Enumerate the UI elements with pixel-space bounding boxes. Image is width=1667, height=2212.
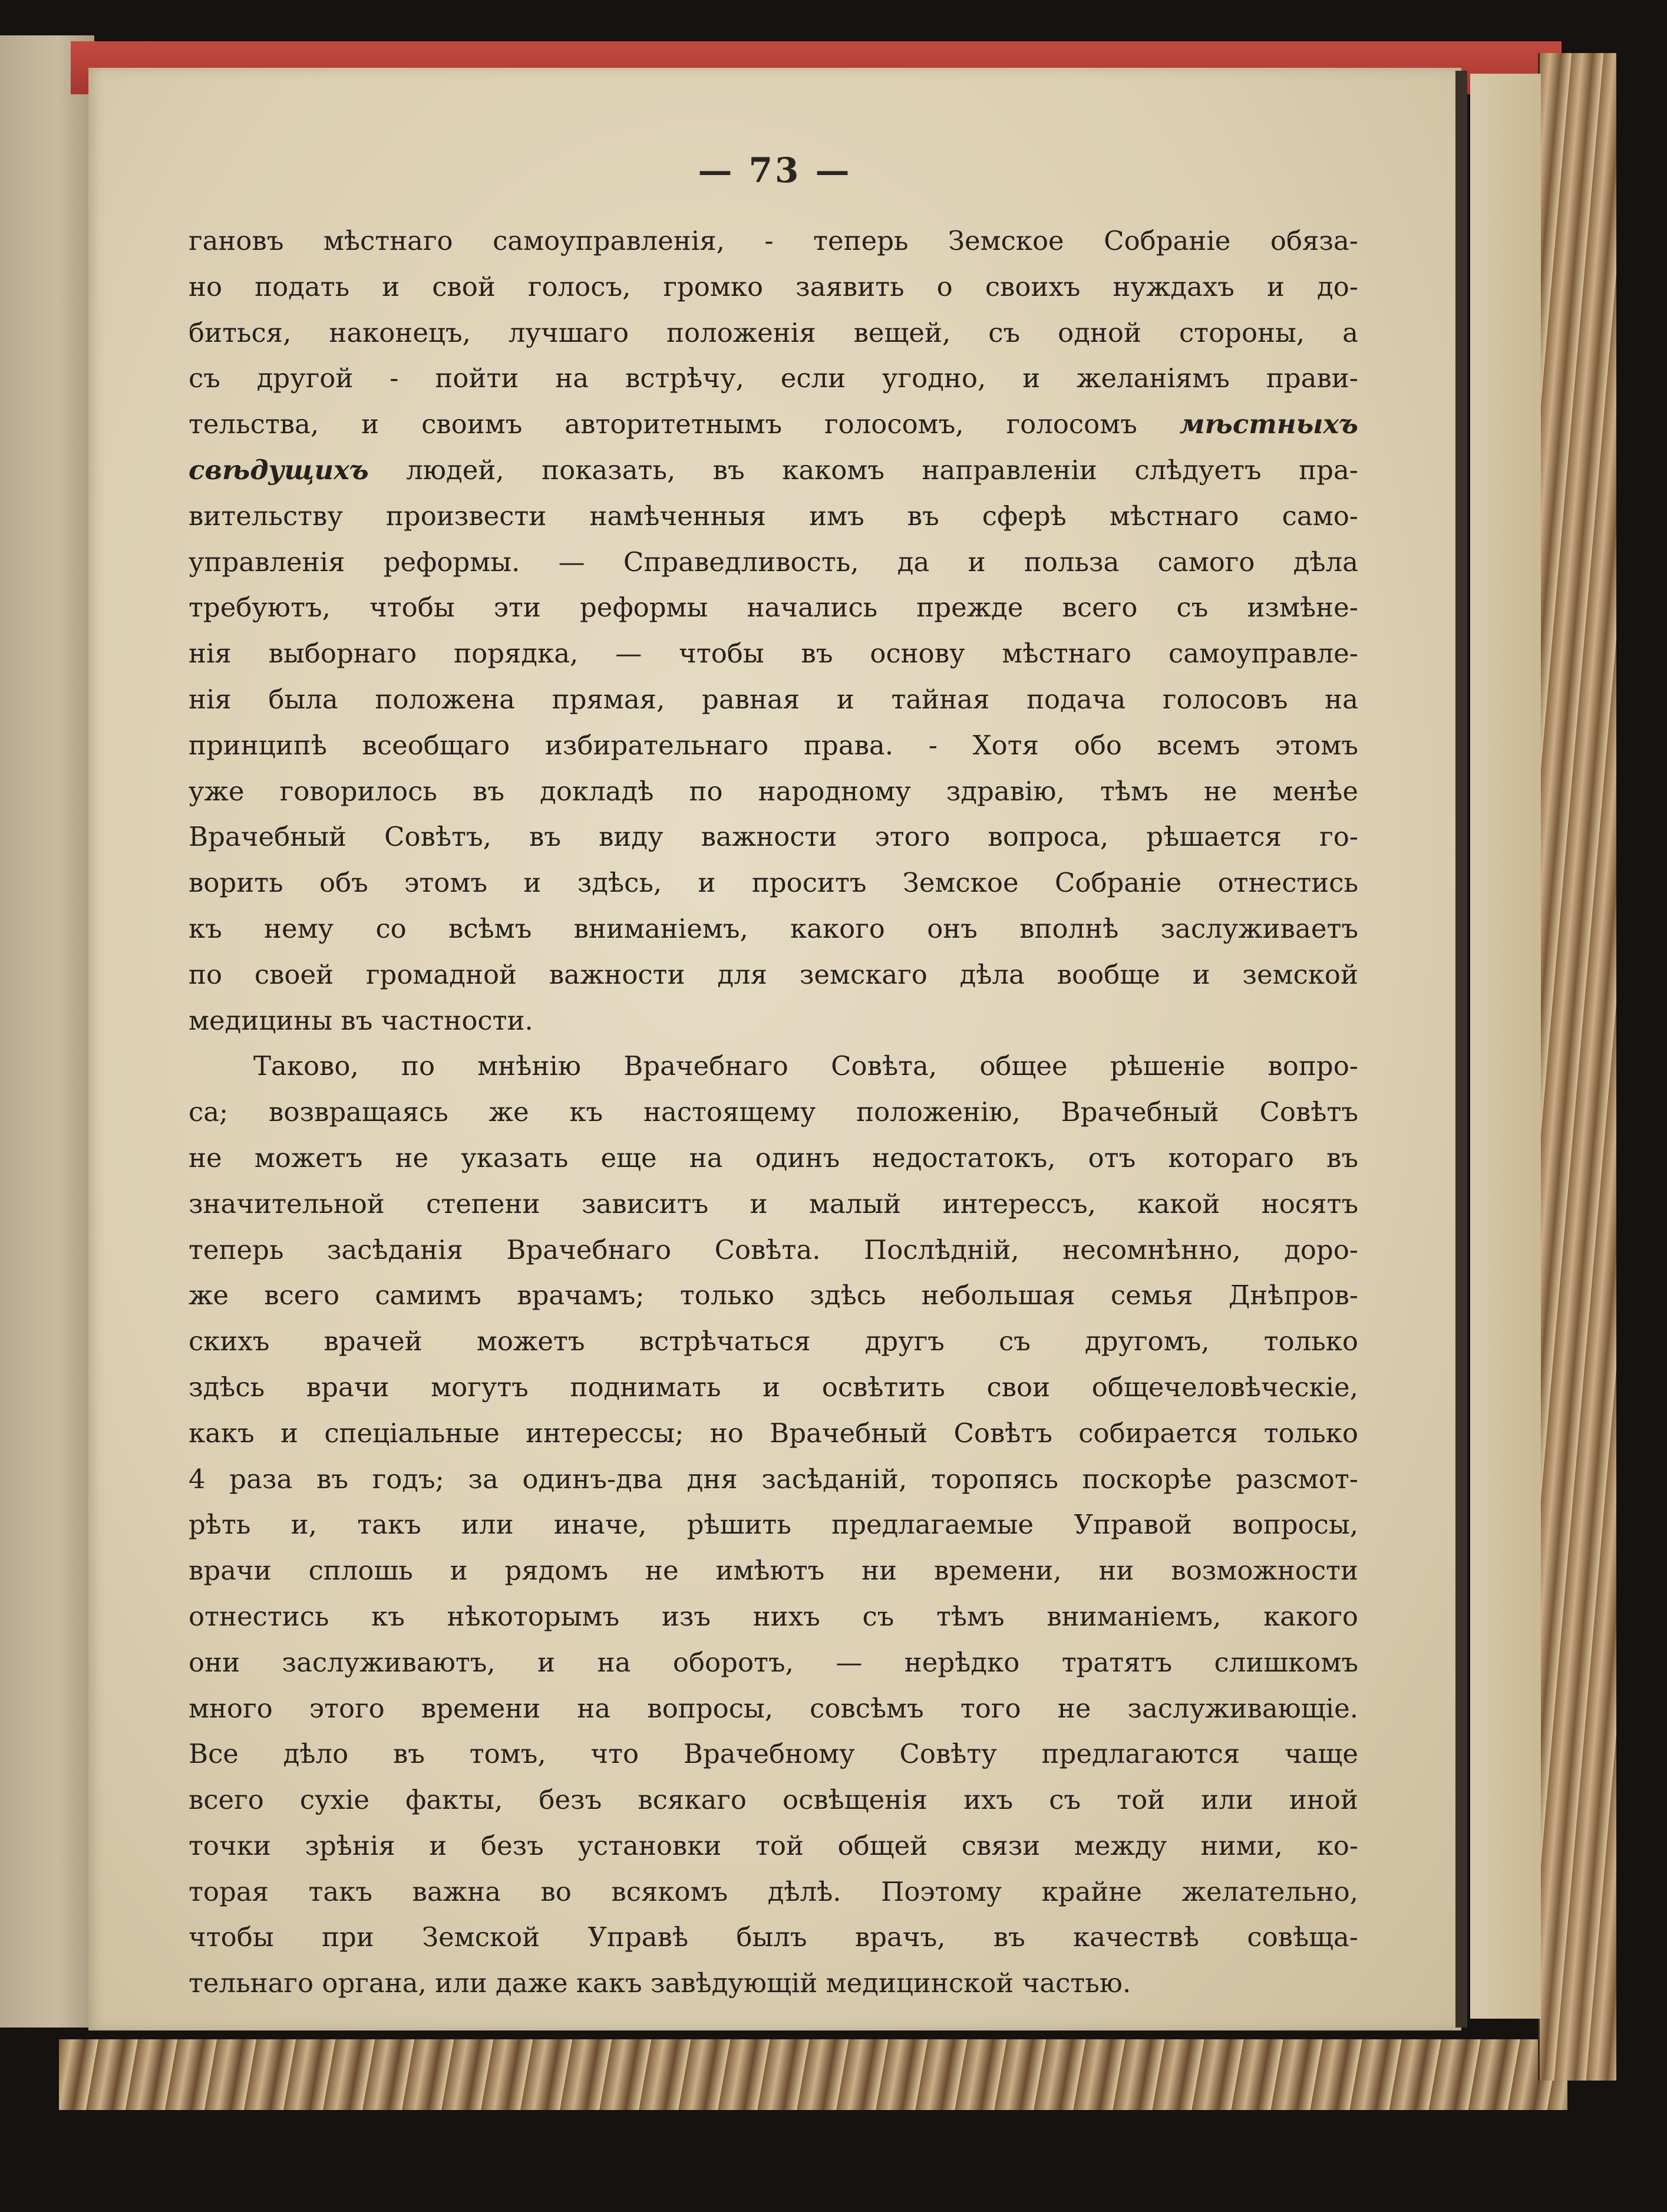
text-line	[189, 447, 1358, 493]
text-line: требуютъ, чтобы эти реформы начались прежде всего съ измѣне-	[189, 592, 1358, 624]
book-page	[88, 68, 1461, 2030]
text-line: значительной степени зависитъ и малый интерессъ, какой носятъ	[189, 1188, 1358, 1219]
text-line: нія была положена прямая, равная и тайная подача голосовъ на	[189, 683, 1358, 715]
text-line: всего сухіе факты, безъ всякаго освѣщенія ихъ съ той или иной	[189, 1784, 1358, 1816]
marbled-cover-bottom	[59, 2039, 1567, 2110]
text-line: вительству произвести намѣченныя имъ въ сферѣ мѣстнаго само-	[189, 500, 1358, 532]
italic-word: мѣстныхъ	[1179, 408, 1358, 440]
text-line: рѣть и, такъ или иначе, рѣшить предлагаемые Управой вопросы,	[189, 1509, 1358, 1541]
text-line: управленія реформы. — Справедливость, да и польза самого дѣла	[189, 546, 1358, 578]
body-text	[189, 218, 1358, 2006]
text-line: биться, наконецъ, лучшаго положенія вещей, съ одной стороны, а	[189, 317, 1358, 348]
text-line: скихъ врачей можетъ встрѣчаться другъ съ другомъ, только	[189, 1326, 1358, 1357]
text-line: уже говорилось въ докладѣ по народному здравію, тѣмъ не менѣе	[189, 775, 1358, 807]
text-line: врачи сплошь и рядомъ не имѣютъ ни времени, ни возможности	[189, 1555, 1358, 1587]
text-line: 4 раза въ годъ; за одинъ-два дня засѣданій, торопясь поскорѣе разсмот-	[189, 1463, 1358, 1495]
text-line: Таково, по мнѣнію Врачебнаго Совѣта, общее рѣшеніе вопро-	[253, 1050, 1358, 1082]
text-line: принципѣ всеобщаго избирательнаго права. - Хотя обо всемъ этомъ	[189, 729, 1358, 761]
text-line: Врачебный Совѣтъ, въ виду важности этого вопроса, рѣшается го-	[189, 821, 1358, 853]
text-line: гановъ мѣстнаго самоуправленія, - теперь Земское Собраніе обяза-	[189, 225, 1358, 256]
marbled-cover-right	[1538, 53, 1616, 2081]
page-number: — 73 —	[698, 150, 852, 190]
left-page-edge	[0, 35, 94, 2028]
text-segment: людей, показать, въ какомъ направленіи слѣдуетъ пра-	[406, 454, 1358, 486]
text-line: къ нему со всѣмъ вниманіемъ, какого онъ вполнѣ заслуживаетъ	[189, 912, 1358, 944]
text-line: медицины въ частности.	[189, 1004, 533, 1036]
text-line: они заслуживаютъ, и на оборотъ, — нерѣдко тратятъ слишкомъ	[189, 1646, 1358, 1678]
text-line: съ другой - пойти на встрѣчу, если угодно, и желаніямъ прави-	[189, 362, 1358, 394]
text-line: какъ и спеціальные интерессы; но Врачебный Совѣтъ собирается только	[189, 1417, 1358, 1449]
text-line: тельнаго органа, или даже какъ завѣдующій медицинской частью.	[189, 1967, 1131, 1999]
text-line: но подать и свой голосъ, громко заявить о своихъ нуждахъ и до-	[189, 271, 1358, 302]
text-segment: тельства, и своимъ авторитетнымъ голосомъ, голосомъ	[189, 408, 1137, 440]
text-line: ворить объ этомъ и здѣсь, и проситъ Земское Собраніе отнестись	[189, 867, 1358, 899]
text-line: чтобы при Земской Управѣ былъ врачъ, въ качествѣ совѣща-	[189, 1921, 1358, 1953]
text-line: торая такъ важна во всякомъ дѣлѣ. Поэтому крайне желательно,	[189, 1875, 1358, 1907]
text-line: по своей громадной важности для земскаго дѣла вообще и земской	[189, 958, 1358, 990]
page-binding-shadow	[1455, 71, 1467, 2028]
text-line: нія выборнаго порядка, — чтобы въ основу мѣстнаго самоуправле-	[189, 638, 1358, 670]
text-line: са; возвращаясь же къ настоящему положенію, Врачебный Совѣтъ	[189, 1096, 1358, 1128]
text-line: точки зрѣнія и безъ установки той общей связи между ними, ко-	[189, 1829, 1358, 1861]
text-line	[189, 401, 1358, 447]
text-line: отнестись къ нѣкоторымъ изъ нихъ съ тѣмъ вниманіемъ, какого	[189, 1600, 1358, 1632]
text-line: здѣсь врачи могутъ поднимать и освѣтить свои общечеловѣческіе,	[189, 1371, 1358, 1403]
text-line: не можетъ не указать еще на одинъ недостатокъ, отъ котораго въ	[189, 1142, 1358, 1173]
page-stack-edge	[1470, 74, 1541, 2019]
text-line: же всего самимъ врачамъ; только здѣсь небольшая семья Днѣпров-	[189, 1280, 1358, 1311]
text-line: теперь засѣданія Врачебнаго Совѣта. Послѣдній, несомнѣнно, доро-	[189, 1234, 1358, 1265]
text-line: много этого времени на вопросы, совсѣмъ того не заслуживающіе.	[189, 1692, 1358, 1724]
italic-word: свѣдущихъ	[189, 454, 369, 486]
text-line: Все дѣло въ томъ, что Врачебному Совѣту предлагаются чаще	[189, 1738, 1358, 1770]
